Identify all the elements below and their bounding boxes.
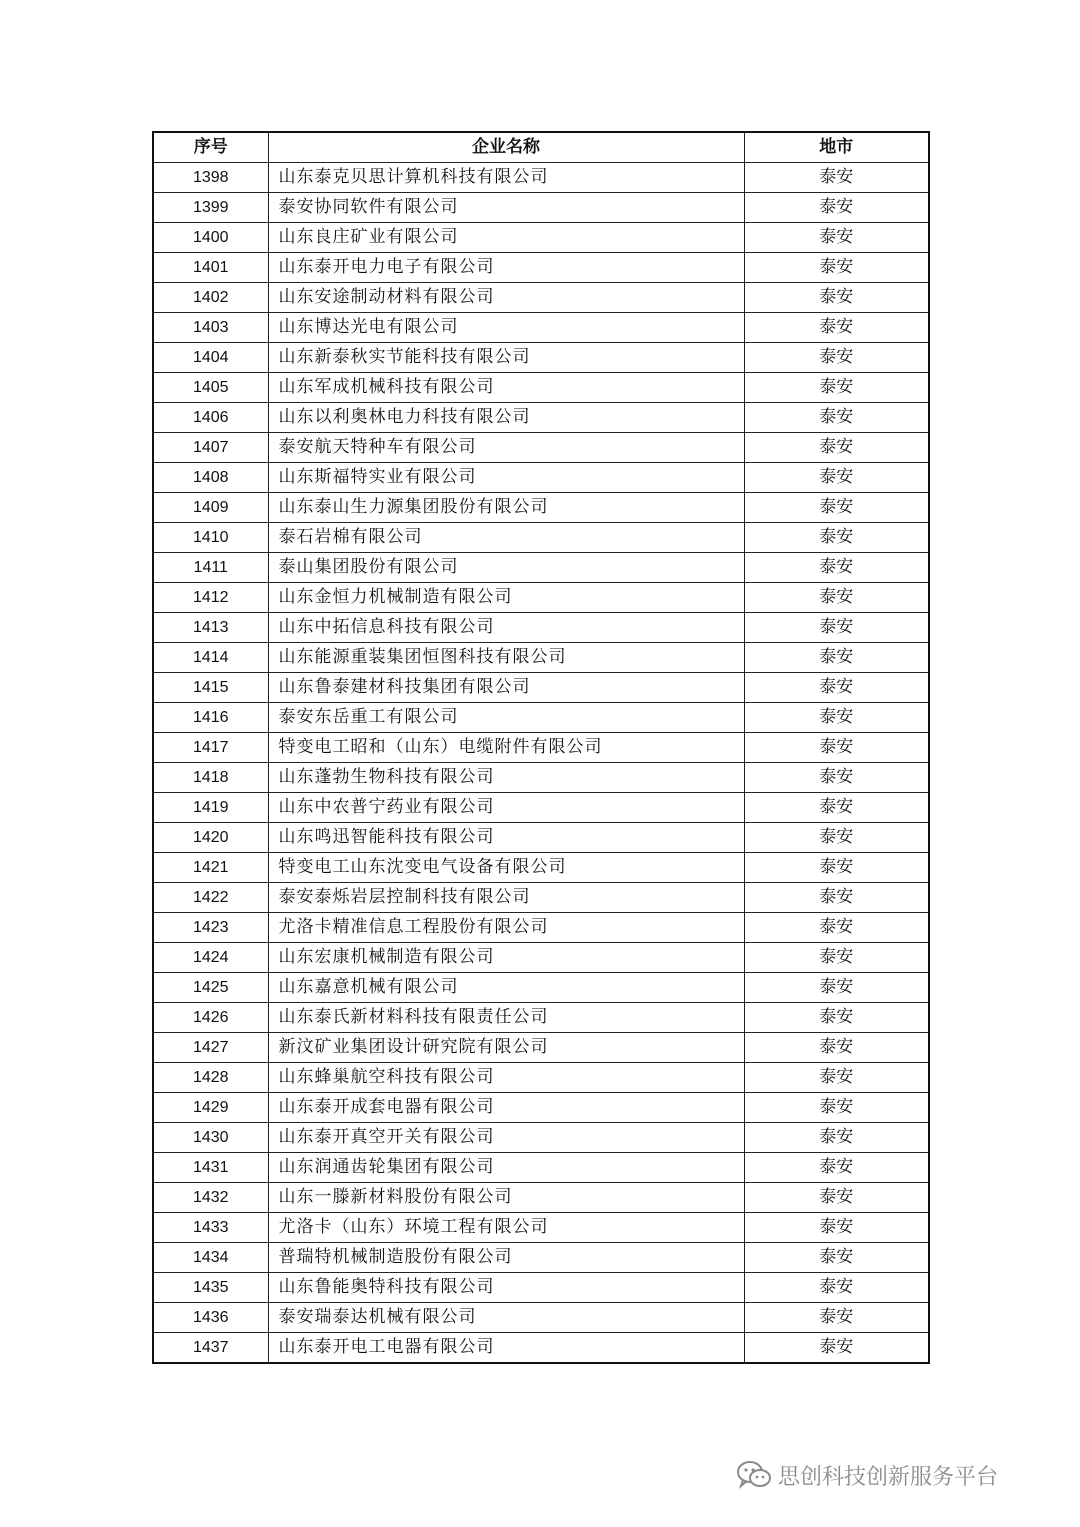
table-row — [153, 553, 929, 583]
cell-company-name: 山东泰开电力电子有限公司 — [268, 253, 744, 283]
table-row — [153, 673, 929, 703]
cell-company-name: 山东润通齿轮集团有限公司 — [268, 1153, 744, 1183]
watermark — [736, 1458, 998, 1492]
cell-company-name: 山东以利奥林电力科技有限公司 — [268, 403, 744, 433]
cell-city: 泰安 — [744, 1273, 929, 1303]
cell-company-name: 山东泰氏新材料科技有限责任公司 — [268, 1003, 744, 1033]
cell-company-name: 新汶矿业集团设计研究院有限公司 — [268, 1033, 744, 1063]
wechat-icon — [736, 1460, 772, 1490]
cell-city: 泰安 — [744, 583, 929, 613]
table-row — [153, 1333, 929, 1364]
table-row — [153, 283, 929, 313]
cell-serial: 1412 — [153, 583, 268, 613]
cell-company-name: 山东博达光电有限公司 — [268, 313, 744, 343]
cell-company-name: 山东中农普宁药业有限公司 — [268, 793, 744, 823]
table-row — [153, 883, 929, 913]
cell-city: 泰安 — [744, 853, 929, 883]
cell-serial: 1408 — [153, 463, 268, 493]
cell-city: 泰安 — [744, 763, 929, 793]
cell-city: 泰安 — [744, 673, 929, 703]
table-row — [153, 583, 929, 613]
table-row — [153, 733, 929, 763]
cell-serial: 1402 — [153, 283, 268, 313]
cell-city: 泰安 — [744, 283, 929, 313]
cell-serial: 1406 — [153, 403, 268, 433]
cell-serial: 1428 — [153, 1063, 268, 1093]
company-table — [152, 131, 930, 1364]
cell-company-name: 山东泰开成套电器有限公司 — [268, 1093, 744, 1123]
cell-serial: 1417 — [153, 733, 268, 763]
cell-city: 泰安 — [744, 463, 929, 493]
cell-serial: 1415 — [153, 673, 268, 703]
cell-company-name: 山东中拓信息科技有限公司 — [268, 613, 744, 643]
cell-company-name: 特变电工昭和（山东）电缆附件有限公司 — [268, 733, 744, 763]
cell-company-name: 普瑞特机械制造股份有限公司 — [268, 1243, 744, 1273]
cell-company-name: 山东嘉意机械有限公司 — [268, 973, 744, 1003]
table-row — [153, 1033, 929, 1063]
cell-city: 泰安 — [744, 553, 929, 583]
cell-company-name: 山东安途制动材料有限公司 — [268, 283, 744, 313]
cell-serial: 1423 — [153, 913, 268, 943]
table-row — [153, 193, 929, 223]
cell-company-name: 山东金恒力机械制造有限公司 — [268, 583, 744, 613]
cell-city: 泰安 — [744, 1303, 929, 1333]
cell-city: 泰安 — [744, 253, 929, 283]
cell-company-name: 山东蜂巢航空科技有限公司 — [268, 1063, 744, 1093]
cell-city: 泰安 — [744, 193, 929, 223]
table-row — [153, 1303, 929, 1333]
cell-city: 泰安 — [744, 643, 929, 673]
cell-city: 泰安 — [744, 313, 929, 343]
company-table-container — [152, 131, 928, 1364]
cell-company-name: 山东泰开电工电器有限公司 — [268, 1333, 744, 1364]
table-row — [153, 1153, 929, 1183]
table-row — [153, 523, 929, 553]
cell-company-name: 泰安协同软件有限公司 — [268, 193, 744, 223]
cell-company-name: 山东一滕新材料股份有限公司 — [268, 1183, 744, 1213]
cell-company-name: 山东新泰秋实节能科技有限公司 — [268, 343, 744, 373]
cell-serial: 1432 — [153, 1183, 268, 1213]
cell-company-name: 山东鲁泰建材科技集团有限公司 — [268, 673, 744, 703]
cell-serial: 1403 — [153, 313, 268, 343]
cell-city: 泰安 — [744, 913, 929, 943]
cell-city: 泰安 — [744, 1003, 929, 1033]
cell-company-name: 山东鲁能奥特科技有限公司 — [268, 1273, 744, 1303]
cell-city: 泰安 — [744, 1123, 929, 1153]
table-row — [153, 1003, 929, 1033]
cell-serial: 1398 — [153, 163, 268, 193]
table-row — [153, 913, 929, 943]
cell-city: 泰安 — [744, 1093, 929, 1123]
cell-city: 泰安 — [744, 1213, 929, 1243]
cell-city: 泰安 — [744, 793, 929, 823]
cell-city: 泰安 — [744, 373, 929, 403]
cell-company-name: 特变电工山东沈变电气设备有限公司 — [268, 853, 744, 883]
cell-company-name: 泰安东岳重工有限公司 — [268, 703, 744, 733]
cell-serial: 1405 — [153, 373, 268, 403]
table-row — [153, 163, 929, 193]
cell-serial: 1422 — [153, 883, 268, 913]
cell-city: 泰安 — [744, 973, 929, 1003]
cell-company-name: 山东宏康机械制造有限公司 — [268, 943, 744, 973]
cell-city: 泰安 — [744, 1033, 929, 1063]
cell-company-name: 尤洛卡精准信息工程股份有限公司 — [268, 913, 744, 943]
cell-serial: 1404 — [153, 343, 268, 373]
cell-city: 泰安 — [744, 613, 929, 643]
cell-city: 泰安 — [744, 1333, 929, 1364]
cell-company-name: 泰安瑞泰达机械有限公司 — [268, 1303, 744, 1333]
cell-serial: 1437 — [153, 1333, 268, 1364]
table-row — [153, 643, 929, 673]
cell-serial: 1418 — [153, 763, 268, 793]
table-row — [153, 1213, 929, 1243]
cell-city: 泰安 — [744, 883, 929, 913]
table-row — [153, 703, 929, 733]
cell-company-name: 山东泰山生力源集团股份有限公司 — [268, 493, 744, 523]
cell-company-name: 山东良庄矿业有限公司 — [268, 223, 744, 253]
cell-serial: 1435 — [153, 1273, 268, 1303]
cell-city: 泰安 — [744, 823, 929, 853]
table-row — [153, 463, 929, 493]
cell-serial: 1400 — [153, 223, 268, 253]
header-company-name: 企业名称 — [268, 132, 744, 163]
cell-serial: 1434 — [153, 1243, 268, 1273]
cell-serial: 1424 — [153, 943, 268, 973]
cell-city: 泰安 — [744, 1243, 929, 1273]
cell-serial: 1399 — [153, 193, 268, 223]
table-row — [153, 613, 929, 643]
cell-serial: 1426 — [153, 1003, 268, 1033]
cell-company-name: 山东斯福特实业有限公司 — [268, 463, 744, 493]
cell-serial: 1433 — [153, 1213, 268, 1243]
cell-company-name: 泰安航天特种车有限公司 — [268, 433, 744, 463]
cell-company-name: 山东鸣迅智能科技有限公司 — [268, 823, 744, 853]
cell-city: 泰安 — [744, 733, 929, 763]
cell-serial: 1420 — [153, 823, 268, 853]
table-header-row — [153, 132, 929, 163]
cell-serial: 1421 — [153, 853, 268, 883]
cell-serial: 1413 — [153, 613, 268, 643]
table-row — [153, 1183, 929, 1213]
table-row — [153, 1063, 929, 1093]
table-row — [153, 1273, 929, 1303]
cell-serial: 1410 — [153, 523, 268, 553]
table-row — [153, 973, 929, 1003]
cell-city: 泰安 — [744, 403, 929, 433]
table-row — [153, 373, 929, 403]
cell-serial: 1414 — [153, 643, 268, 673]
cell-company-name: 尤洛卡（山东）环境工程有限公司 — [268, 1213, 744, 1243]
table-row — [153, 223, 929, 253]
table-row — [153, 793, 929, 823]
table-row — [153, 433, 929, 463]
table-row — [153, 1123, 929, 1153]
cell-serial: 1431 — [153, 1153, 268, 1183]
cell-serial: 1436 — [153, 1303, 268, 1333]
cell-city: 泰安 — [744, 523, 929, 553]
table-row — [153, 343, 929, 373]
table-row — [153, 1243, 929, 1273]
cell-company-name: 泰安泰烁岩层控制科技有限公司 — [268, 883, 744, 913]
table-row — [153, 313, 929, 343]
cell-company-name: 泰石岩棉有限公司 — [268, 523, 744, 553]
cell-serial: 1407 — [153, 433, 268, 463]
table-row — [153, 253, 929, 283]
cell-city: 泰安 — [744, 163, 929, 193]
cell-serial: 1401 — [153, 253, 268, 283]
header-city: 地市 — [744, 132, 929, 163]
cell-serial: 1430 — [153, 1123, 268, 1153]
table-row — [153, 403, 929, 433]
table-row — [153, 1093, 929, 1123]
cell-serial: 1429 — [153, 1093, 268, 1123]
cell-serial: 1425 — [153, 973, 268, 1003]
cell-company-name: 山东泰克贝思计算机科技有限公司 — [268, 163, 744, 193]
cell-company-name: 泰山集团股份有限公司 — [268, 553, 744, 583]
cell-city: 泰安 — [744, 1183, 929, 1213]
cell-company-name: 山东军成机械科技有限公司 — [268, 373, 744, 403]
cell-city: 泰安 — [744, 433, 929, 463]
cell-company-name: 山东泰开真空开关有限公司 — [268, 1123, 744, 1153]
table-row — [153, 823, 929, 853]
cell-serial: 1416 — [153, 703, 268, 733]
table-row — [153, 943, 929, 973]
cell-serial: 1409 — [153, 493, 268, 523]
cell-company-name: 山东蓬勃生物科技有限公司 — [268, 763, 744, 793]
header-serial: 序号 — [153, 132, 268, 163]
cell-city: 泰安 — [744, 223, 929, 253]
cell-serial: 1411 — [153, 553, 268, 583]
cell-city: 泰安 — [744, 943, 929, 973]
watermark-text: 思创科技创新服务平台 — [778, 1464, 999, 1490]
table-row — [153, 763, 929, 793]
cell-city: 泰安 — [744, 703, 929, 733]
table-row — [153, 493, 929, 523]
table-body — [153, 163, 929, 1364]
cell-serial: 1419 — [153, 793, 268, 823]
cell-city: 泰安 — [744, 1153, 929, 1183]
cell-city: 泰安 — [744, 493, 929, 523]
cell-company-name: 山东能源重装集团恒图科技有限公司 — [268, 643, 744, 673]
cell-city: 泰安 — [744, 343, 929, 373]
table-row — [153, 853, 929, 883]
cell-city: 泰安 — [744, 1063, 929, 1093]
cell-serial: 1427 — [153, 1033, 268, 1063]
